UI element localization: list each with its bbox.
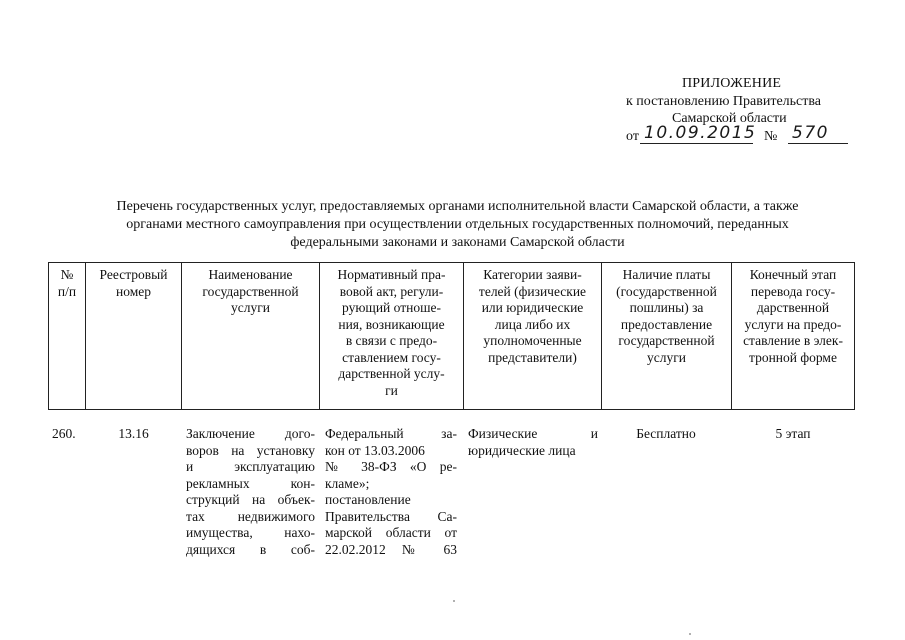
- header-line: предоставление: [620, 316, 713, 332]
- header-line: дарственной: [756, 300, 830, 315]
- header-line: Наименование: [208, 267, 293, 282]
- row-applicants: [468, 426, 598, 459]
- header-line: телей (физические: [478, 283, 587, 299]
- row-service-name: [186, 426, 315, 558]
- row-fee: Бесплатно: [636, 426, 696, 441]
- header-line: Категории заяви-: [483, 267, 582, 282]
- header-line: или юридические: [481, 300, 584, 315]
- table-header: [48, 262, 855, 410]
- text-line: дящихся в соб-: [186, 541, 315, 557]
- text-line: Правительства Са-: [325, 508, 457, 524]
- text-line: имущества, нахо-: [186, 525, 315, 540]
- header-line: Нормативный пра-: [337, 267, 446, 282]
- header-col-fee: [602, 267, 731, 366]
- handwritten-number: 570: [792, 123, 829, 143]
- text-line: марской области от: [325, 525, 457, 540]
- text-line: постановление: [325, 492, 411, 507]
- header-col-number: [49, 267, 85, 300]
- header-line: п/п: [57, 283, 77, 299]
- text-line: Физические и: [468, 426, 598, 441]
- header-line: услуги на предо-: [744, 316, 842, 332]
- header-line: Реестровый: [99, 267, 168, 282]
- appendix-header: [0, 0, 905, 150]
- header-line: уполномоченные: [483, 333, 582, 348]
- header-line: пошлины) за: [629, 300, 704, 315]
- document-title-line-2: органами местного самоуправления при осуществлении отдельных государственных полномочий, переданных: [126, 217, 789, 232]
- text-line: и эксплуатацию: [186, 459, 315, 474]
- text-line: Федеральный за-: [325, 426, 457, 441]
- appendix-resolution-line: к постановлению Правительства: [626, 94, 822, 109]
- header-line: перевода госу-: [750, 283, 836, 299]
- header-line: ставление в элек-: [743, 333, 843, 348]
- header-col-legal-act: [320, 267, 463, 399]
- text-line: струкций на объек-: [186, 492, 315, 507]
- date-from-label: от: [626, 129, 639, 144]
- header-line: тронной форме: [749, 349, 837, 365]
- header-line: номер: [115, 283, 151, 299]
- text-line: кламе»;: [325, 475, 370, 491]
- header-line: государственной: [618, 333, 715, 348]
- text-line: кон от 13.03.2006: [325, 442, 425, 458]
- header-line: (государственной: [616, 283, 717, 299]
- appendix-region-line: Самарской области: [672, 111, 787, 126]
- header-line: услуги: [231, 300, 270, 315]
- text-line: Заключение дого-: [186, 426, 315, 441]
- header-col-service-name: [182, 267, 319, 317]
- document-title-line-3: федеральными законами и законами Самарской области: [290, 235, 625, 250]
- date-underline: [640, 143, 753, 144]
- number-label: №: [764, 129, 778, 144]
- header-col-registry: [86, 267, 181, 300]
- header-line: представители): [488, 349, 577, 365]
- number-underline: [788, 143, 848, 144]
- header-col-final-stage: [732, 267, 854, 366]
- header-line: услуги: [647, 349, 686, 365]
- header-line: Конечный этап: [749, 267, 837, 282]
- header-line: дарственной услу-: [338, 366, 445, 381]
- header-line: ги: [385, 382, 398, 398]
- header-line: вовой акт, регули-: [339, 283, 444, 299]
- document-title: [60, 198, 855, 252]
- text-line: 22.02.2012 № 63: [325, 541, 457, 557]
- header-line: государственной: [202, 283, 299, 299]
- appendix-title: ПРИЛОЖЕНИЕ: [682, 76, 782, 91]
- appendix-date-row: [626, 123, 866, 149]
- header-line: ния, возникающие: [338, 316, 445, 332]
- row-number: 260.: [52, 426, 76, 441]
- document-title-line-1: Перечень государственных услуг, предоставляемых органами исполнительной власти Самарской области, а также: [116, 199, 799, 214]
- scan-speck: [453, 600, 455, 602]
- header-col-applicants: [464, 267, 601, 366]
- scan-speck: [689, 633, 691, 635]
- row-registry-number: 13.16: [118, 426, 149, 441]
- header-line: Наличие платы: [622, 267, 711, 282]
- header-line: в связи с предо-: [345, 333, 438, 348]
- text-line: рекламных кон-: [186, 475, 315, 491]
- text-line: юридические лица: [468, 442, 576, 458]
- text-line: тах недвижимого: [186, 508, 315, 524]
- row-legal-act: [325, 426, 457, 558]
- text-line: воров на установку: [186, 442, 315, 458]
- handwritten-date: 10.09.2015: [644, 123, 757, 143]
- header-line: №: [60, 267, 74, 282]
- header-line: рующий отноше-: [342, 300, 441, 315]
- text-line: № 38-ФЗ «О ре-: [325, 459, 457, 474]
- header-line: ставлением госу-: [342, 349, 441, 365]
- row-final-stage: 5 этап: [775, 426, 811, 441]
- header-line: лица либо их: [494, 316, 571, 332]
